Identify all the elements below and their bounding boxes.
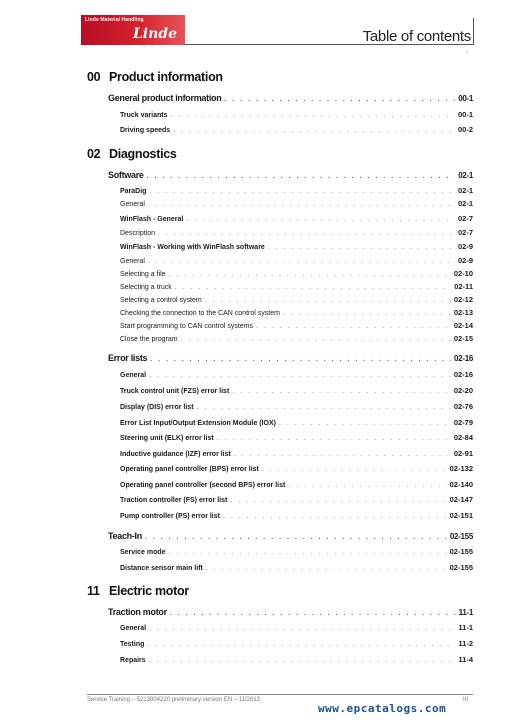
footer-page-number: III	[463, 697, 469, 703]
linde-logo	[81, 15, 185, 45]
logo-brand: Linde	[132, 26, 177, 42]
toc-entry[interactable]: Error List Input/Output Extension Module (IOX) . . . 02-79	[120, 418, 473, 428]
chapter-heading: 02 Diagnostics	[87, 147, 177, 161]
toc-entry[interactable]: ParaDig . . . 02-1	[120, 186, 473, 196]
toc-entry[interactable]: Description . . . 02-7	[120, 228, 473, 238]
toc-entry[interactable]: Steering unit (ELK) error list . . . 02-84	[120, 433, 473, 443]
toc-section[interactable]: Software . . . 02-1	[108, 170, 473, 182]
toc-entry[interactable]: Truck control unit (FZS) error list . . . 02-20	[120, 386, 473, 396]
toc-entry[interactable]: Inductive guidance (IZF) error list . . . 02-91	[120, 449, 473, 459]
toc-entry[interactable]: Truck variants . . . 00-1	[120, 110, 473, 120]
toc-entry[interactable]: Selecting a truck . . . 02-11	[120, 282, 473, 292]
toc-entry[interactable]: Start programming to CAN control systems . . . 02-14	[120, 321, 473, 331]
toc-entry[interactable]: General . . . 11-1	[120, 623, 473, 633]
toc-entry[interactable]: Display (DIS) error list . . . 02-76	[120, 402, 473, 412]
toc-entry[interactable]: General . . . 02-9	[120, 256, 473, 266]
toc-entry[interactable]: WinFlash - Working with WinFlash software . . . 02-9	[120, 242, 473, 252]
toc-entry[interactable]: Operating panel controller (BPS) error list . . . 02-132	[120, 464, 473, 474]
page-title: Table of contents	[362, 28, 471, 45]
toc-entry[interactable]: Selecting a control system . . . 02-12	[120, 295, 473, 305]
logo-caption: Linde Material Handling	[85, 17, 144, 23]
footer-text: Service Training – 5213804220 preliminary version EN – 11/2013	[87, 697, 260, 703]
chapter-heading: 00 Product information	[87, 70, 223, 84]
chapter-heading: 11 Electric motor	[87, 584, 189, 598]
toc-entry[interactable]: General . . . 02-1	[120, 199, 473, 209]
toc-section[interactable]: Teach-In . . . 02-155	[108, 531, 473, 543]
toc-entry[interactable]: Repairs . . . 11-4	[120, 655, 473, 665]
watermark-link[interactable]: www.epcatalogs.com	[318, 702, 447, 715]
toc-entry[interactable]: Checking the connection to the CAN control system . . . 02-13	[120, 308, 473, 318]
toc-entry[interactable]: Close the program . . . 02-15	[120, 334, 473, 344]
toc-entry[interactable]: Operating panel controller (second BPS) error list . . . 02-140	[120, 480, 473, 490]
toc-section[interactable]: Traction motor . . . 11-1	[108, 607, 473, 619]
toc-entry[interactable]: WinFlash - General . . . 02-7	[120, 214, 473, 224]
toc-entry[interactable]: Testing . . . 11-2	[120, 639, 473, 649]
toc-entry[interactable]: Traction controller (FS) error list . . . 02-147	[120, 495, 473, 505]
toc-entry[interactable]: Selecting a file . . . 02-10	[120, 269, 473, 279]
toc-entry[interactable]: Distance sensor main lift . . . 02-155	[120, 563, 473, 573]
toc-entry[interactable]: General . . . 02-16	[120, 370, 473, 380]
footer-rule	[87, 694, 473, 695]
side-mark: I	[466, 49, 468, 56]
toc-section[interactable]: General product information . . . 00-1	[108, 93, 473, 105]
header-vertical-rule	[473, 18, 474, 45]
toc-section[interactable]: Error lists . . . 02-16	[108, 353, 473, 365]
toc-entry[interactable]: Driving speeds . . . 00-2	[120, 125, 473, 135]
toc-entry[interactable]: Service mode . . . 02-155	[120, 547, 473, 557]
toc-entry[interactable]: Pump controller (PS) error list . . . 02-151	[120, 511, 473, 521]
